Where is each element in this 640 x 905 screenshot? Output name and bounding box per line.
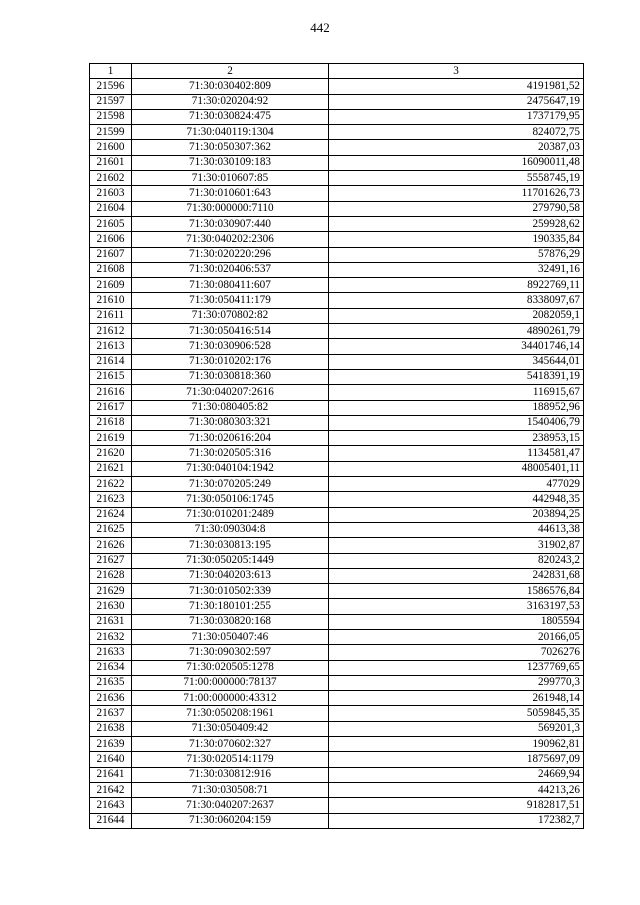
amount-value: 1586576,84 [329, 584, 584, 599]
row-number: 21623 [90, 492, 132, 507]
table-row [90, 706, 584, 721]
cadastral-number: 71:30:040202:2306 [132, 232, 329, 247]
registry-table [89, 63, 584, 829]
table-row [90, 308, 584, 323]
cadastral-number: 71:30:010607:85 [132, 171, 329, 186]
amount-value: 1237769,65 [329, 660, 584, 675]
amount-value: 20387,03 [329, 140, 584, 155]
amount-value: 1875697,09 [329, 752, 584, 767]
cadastral-number: 71:30:050307:362 [132, 140, 329, 155]
cadastral-number: 71:30:080405:82 [132, 400, 329, 415]
cadastral-number: 71:30:020616:204 [132, 431, 329, 446]
cadastral-number: 71:30:060204:159 [132, 813, 329, 828]
cadastral-number: 71:30:080303:321 [132, 415, 329, 430]
cadastral-number: 71:30:040119:1304 [132, 125, 329, 140]
amount-value: 259928,62 [329, 216, 584, 231]
row-number: 21602 [90, 171, 132, 186]
cadastral-number: 71:30:030402:809 [132, 79, 329, 94]
amount-value: 172382,7 [329, 813, 584, 828]
row-number: 21641 [90, 767, 132, 782]
cadastral-number: 71:30:050411:179 [132, 293, 329, 308]
cadastral-number: 71:30:080411:607 [132, 278, 329, 293]
table-row [90, 492, 584, 507]
row-number: 21638 [90, 721, 132, 736]
amount-value: 34401746,14 [329, 339, 584, 354]
table-row [90, 553, 584, 568]
amount-value: 238953,15 [329, 431, 584, 446]
cadastral-number: 71:30:030109:183 [132, 155, 329, 170]
amount-value: 11701626,73 [329, 186, 584, 201]
table-row [90, 568, 584, 583]
table-row [90, 752, 584, 767]
table-row [90, 385, 584, 400]
row-number: 21608 [90, 262, 132, 277]
row-number: 21612 [90, 324, 132, 339]
row-number: 21605 [90, 216, 132, 231]
row-number: 21634 [90, 660, 132, 675]
table-row [90, 201, 584, 216]
table-row [90, 140, 584, 155]
cadastral-number: 71:30:020204:92 [132, 94, 329, 109]
table-row [90, 675, 584, 690]
table-row [90, 461, 584, 476]
amount-value: 48005401,11 [329, 461, 584, 476]
amount-value: 5558745,19 [329, 171, 584, 186]
amount-value: 188952,96 [329, 400, 584, 415]
cadastral-number: 71:30:090302:597 [132, 645, 329, 660]
row-number: 21620 [90, 446, 132, 461]
table-row [90, 232, 584, 247]
row-number: 21622 [90, 477, 132, 492]
amount-value: 8922769,11 [329, 278, 584, 293]
row-number: 21626 [90, 538, 132, 553]
table-row [90, 629, 584, 644]
page-number: 442 [310, 20, 330, 35]
row-number: 21609 [90, 278, 132, 293]
amount-value: 477029 [329, 477, 584, 492]
amount-value: 31902,87 [329, 538, 584, 553]
cadastral-number: 71:30:070205:249 [132, 477, 329, 492]
row-number: 21629 [90, 584, 132, 599]
row-number: 21643 [90, 798, 132, 813]
row-number: 21628 [90, 568, 132, 583]
amount-value: 8338097,67 [329, 293, 584, 308]
table-row [90, 522, 584, 537]
amount-value: 279790,58 [329, 201, 584, 216]
row-number: 21596 [90, 79, 132, 94]
row-number: 21599 [90, 125, 132, 140]
cadastral-number: 71:30:010502:339 [132, 584, 329, 599]
table-row [90, 369, 584, 384]
amount-value: 190335,84 [329, 232, 584, 247]
table-row [90, 155, 584, 170]
amount-value: 32491,16 [329, 262, 584, 277]
cadastral-number: 71:30:090304:8 [132, 522, 329, 537]
amount-value: 569201,3 [329, 721, 584, 736]
amount-value: 824072,75 [329, 125, 584, 140]
cadastral-number: 71:30:020220:296 [132, 247, 329, 262]
amount-value: 9182817,51 [329, 798, 584, 813]
amount-value: 299770,3 [329, 675, 584, 690]
row-number: 21607 [90, 247, 132, 262]
row-number: 21627 [90, 553, 132, 568]
row-number: 21642 [90, 782, 132, 797]
row-number: 21640 [90, 752, 132, 767]
cadastral-number: 71:30:030813:195 [132, 538, 329, 553]
amount-value: 44613,38 [329, 522, 584, 537]
row-number: 21617 [90, 400, 132, 415]
cadastral-number: 71:30:040207:2637 [132, 798, 329, 813]
table-row [90, 293, 584, 308]
cadastral-number: 71:30:030824:475 [132, 109, 329, 124]
amount-value: 2082059,1 [329, 308, 584, 323]
table-row [90, 798, 584, 813]
table-row [90, 79, 584, 94]
cadastral-number: 71:30:040207:2616 [132, 385, 329, 400]
table-row [90, 94, 584, 109]
row-number: 21619 [90, 431, 132, 446]
amount-value: 116915,67 [329, 385, 584, 400]
row-number: 21611 [90, 308, 132, 323]
cadastral-number: 71:30:020406:537 [132, 262, 329, 277]
table-row [90, 660, 584, 675]
row-number: 21603 [90, 186, 132, 201]
row-number: 21644 [90, 813, 132, 828]
table-row [90, 538, 584, 553]
amount-value: 1805594 [329, 614, 584, 629]
cadastral-number: 71:30:050407:46 [132, 629, 329, 644]
amount-value: 2475647,19 [329, 94, 584, 109]
cadastral-number: 71:30:010601:643 [132, 186, 329, 201]
table-row [90, 477, 584, 492]
row-number: 21601 [90, 155, 132, 170]
table-row [90, 278, 584, 293]
row-number: 21615 [90, 369, 132, 384]
table-row [90, 614, 584, 629]
table-row [90, 721, 584, 736]
cadastral-number: 71:30:020514:1179 [132, 752, 329, 767]
cadastral-number: 71:30:040104:1942 [132, 461, 329, 476]
row-number: 21606 [90, 232, 132, 247]
table-row [90, 737, 584, 752]
amount-value: 7026276 [329, 645, 584, 660]
cadastral-number: 71:30:070602:327 [132, 737, 329, 752]
table-row [90, 813, 584, 828]
table-row [90, 109, 584, 124]
table-header-row [90, 64, 584, 79]
cadastral-number: 71:30:030508:71 [132, 782, 329, 797]
amount-value: 5059845,35 [329, 706, 584, 721]
row-number: 21639 [90, 737, 132, 752]
table-row [90, 171, 584, 186]
cadastral-number: 71:30:180101:255 [132, 599, 329, 614]
amount-value: 4191981,52 [329, 79, 584, 94]
table-row [90, 599, 584, 614]
cadastral-number: 71:30:050205:1449 [132, 553, 329, 568]
table-row [90, 216, 584, 231]
table-row [90, 354, 584, 369]
table-row [90, 400, 584, 415]
table-row [90, 247, 584, 262]
cadastral-number: 71:30:030907:440 [132, 216, 329, 231]
row-number: 21635 [90, 675, 132, 690]
table-row [90, 782, 584, 797]
row-number: 21633 [90, 645, 132, 660]
column-header-3: 3 [329, 64, 584, 79]
table-row [90, 645, 584, 660]
cadastral-number: 71:30:030820:168 [132, 614, 329, 629]
cadastral-number: 71:30:050409:42 [132, 721, 329, 736]
table-row [90, 415, 584, 430]
cadastral-number: 71:30:030906:528 [132, 339, 329, 354]
table-row [90, 446, 584, 461]
row-number: 21616 [90, 385, 132, 400]
row-number: 21600 [90, 140, 132, 155]
row-number: 21624 [90, 507, 132, 522]
cadastral-number: 71:30:020505:316 [132, 446, 329, 461]
amount-value: 20166,05 [329, 629, 584, 644]
row-number: 21636 [90, 691, 132, 706]
cadastral-number: 71:30:050416:514 [132, 324, 329, 339]
amount-value: 1540406,79 [329, 415, 584, 430]
amount-value: 1134581,47 [329, 446, 584, 461]
cadastral-number: 71:30:050106:1745 [132, 492, 329, 507]
amount-value: 190962,81 [329, 737, 584, 752]
cadastral-number: 71:30:020505:1278 [132, 660, 329, 675]
table-row [90, 125, 584, 140]
row-number: 21637 [90, 706, 132, 721]
cadastral-number: 71:30:040203:613 [132, 568, 329, 583]
amount-value: 5418391,19 [329, 369, 584, 384]
row-number: 21598 [90, 109, 132, 124]
row-number: 21632 [90, 629, 132, 644]
amount-value: 4890261,79 [329, 324, 584, 339]
table-body [90, 79, 584, 829]
amount-value: 820243,2 [329, 553, 584, 568]
table-row [90, 186, 584, 201]
table-row [90, 691, 584, 706]
amount-value: 203894,25 [329, 507, 584, 522]
row-number: 21625 [90, 522, 132, 537]
table-row [90, 767, 584, 782]
amount-value: 44213,26 [329, 782, 584, 797]
table-row [90, 262, 584, 277]
amount-value: 1737179,95 [329, 109, 584, 124]
table-row [90, 431, 584, 446]
amount-value: 442948,35 [329, 492, 584, 507]
row-number: 21621 [90, 461, 132, 476]
table-row [90, 584, 584, 599]
cadastral-number: 71:30:030812:916 [132, 767, 329, 782]
amount-value: 242831,68 [329, 568, 584, 583]
row-number: 21613 [90, 339, 132, 354]
row-number: 21630 [90, 599, 132, 614]
table-row [90, 507, 584, 522]
amount-value: 3163197,53 [329, 599, 584, 614]
row-number: 21618 [90, 415, 132, 430]
cadastral-number: 71:30:010202:176 [132, 354, 329, 369]
row-number: 21631 [90, 614, 132, 629]
row-number: 21614 [90, 354, 132, 369]
cadastral-number: 71:30:050208:1961 [132, 706, 329, 721]
cadastral-number: 71:30:070802:82 [132, 308, 329, 323]
amount-value: 16090011,48 [329, 155, 584, 170]
amount-value: 261948,14 [329, 691, 584, 706]
amount-value: 345644,01 [329, 354, 584, 369]
table-row [90, 324, 584, 339]
cadastral-number: 71:30:000000:7110 [132, 201, 329, 216]
column-header-2: 2 [132, 64, 329, 79]
amount-value: 24669,94 [329, 767, 584, 782]
cadastral-number: 71:00:000000:43312 [132, 691, 329, 706]
cadastral-number: 71:30:010201:2489 [132, 507, 329, 522]
table-row [90, 339, 584, 354]
row-number: 21597 [90, 94, 132, 109]
column-header-1: 1 [90, 64, 132, 79]
amount-value: 57876,29 [329, 247, 584, 262]
row-number: 21610 [90, 293, 132, 308]
cadastral-number: 71:30:030818:360 [132, 369, 329, 384]
cadastral-number: 71:00:000000:78137 [132, 675, 329, 690]
row-number: 21604 [90, 201, 132, 216]
